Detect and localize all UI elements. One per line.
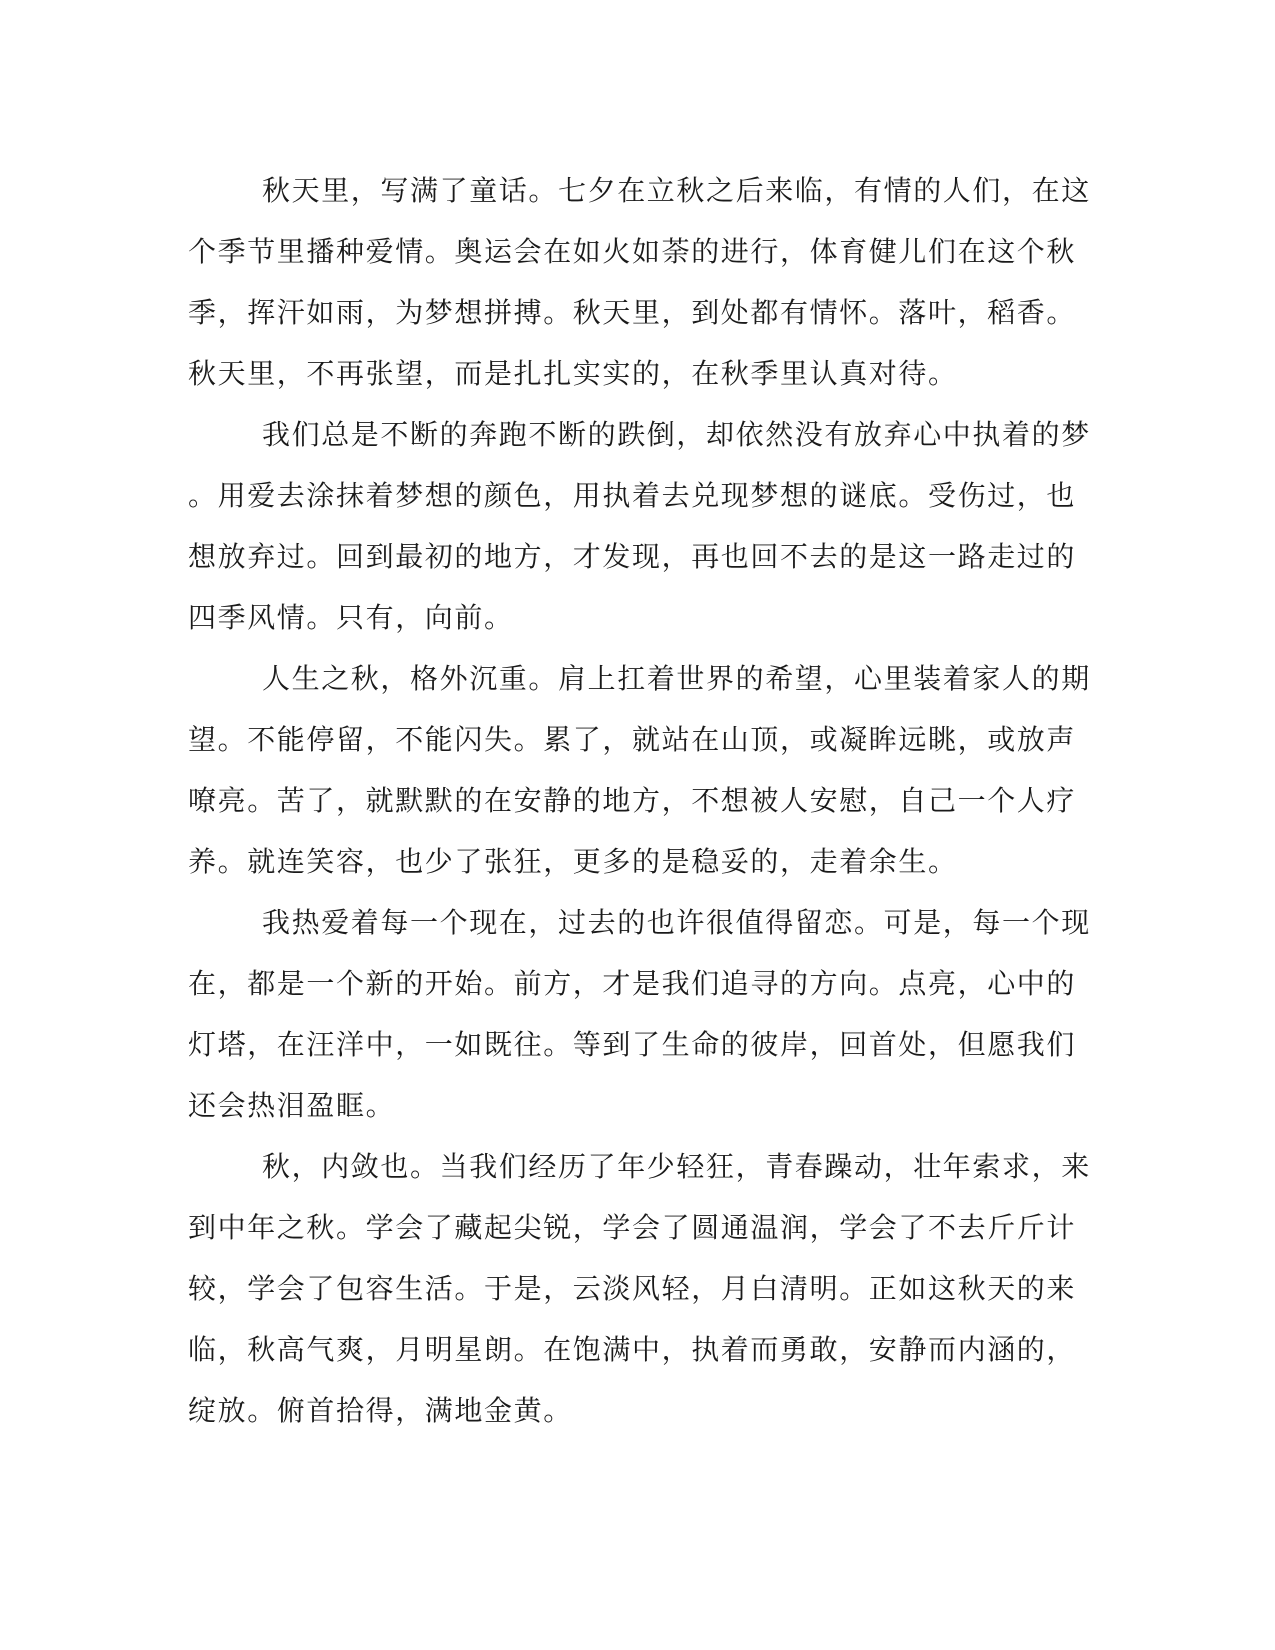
paragraph-line: 临，秋高气爽，月明星朗。在饱满中，执着而勇敢，安静而内涵的， [188, 1333, 1077, 1366]
paragraph-line: 想放弃过。回到最初的地方，才发现，再也回不去的是这一路走过的 [188, 540, 1077, 573]
paragraph-line: 嘹亮。苦了，就默默的在安静的地方，不想被人安慰，自己一个人疗 [188, 784, 1077, 817]
paragraph-line: 较，学会了包容生活。于是，云淡风轻，月白清明。正如这秋天的来 [188, 1272, 1077, 1305]
paragraph-line: 。用爱去涂抹着梦想的颜色，用执着去兑现梦想的谜底。受伤过，也 [188, 479, 1077, 512]
paragraph-line: 在，都是一个新的开始。前方，才是我们追寻的方向。点亮，心中的 [188, 967, 1077, 1000]
paragraph-line: 四季风情。只有，向前。 [188, 601, 514, 634]
paragraph-line: 季，挥汗如雨，为梦想拼搏。秋天里，到处都有情怀。落叶，稻香。 [188, 296, 1077, 329]
paragraph-line: 秋，内敛也。当我们经历了年少轻狂，青春躁动，壮年索求，来 [262, 1150, 1091, 1183]
paragraph-line: 我热爱着每一个现在，过去的也许很值得留恋。可是，每一个现 [262, 906, 1091, 939]
paragraph-line: 个季节里播种爱情。奥运会在如火如荼的进行，体育健儿们在这个秋 [188, 235, 1077, 268]
paragraph-line: 秋天里，不再张望，而是扎扎实实的，在秋季里认真对待。 [188, 357, 958, 390]
paragraph-line: 人生之秋，格外沉重。肩上扛着世界的希望，心里装着家人的期 [262, 662, 1091, 695]
paragraph-line: 还会热泪盈眶。 [188, 1089, 396, 1122]
paragraph [188, 404, 1091, 648]
paragraph-line: 我们总是不断的奔跑不断的跌倒，却依然没有放弃心中执着的梦 [262, 418, 1091, 451]
paragraph-line: 秋天里，写满了童话。七夕在立秋之后来临，有情的人们，在这 [262, 174, 1091, 207]
paragraph [188, 1136, 1091, 1441]
paragraph [188, 648, 1091, 892]
paragraph-line: 养。就连笑容，也少了张狂，更多的是稳妥的，走着余生。 [188, 845, 958, 878]
paragraph-line: 绽放。俯首拾得，满地金黄。 [188, 1394, 573, 1427]
paragraph [188, 160, 1091, 404]
document-body [188, 160, 1091, 1441]
paragraph-line: 望。不能停留，不能闪失。累了，就站在山顶，或凝眸远眺，或放声 [188, 723, 1077, 756]
paragraph [188, 892, 1091, 1136]
paragraph-line: 到中年之秋。学会了藏起尖锐，学会了圆通温润，学会了不去斤斤计 [188, 1211, 1077, 1244]
paragraph-line: 灯塔，在汪洋中，一如既往。等到了生命的彼岸，回首处，但愿我们 [188, 1028, 1077, 1061]
